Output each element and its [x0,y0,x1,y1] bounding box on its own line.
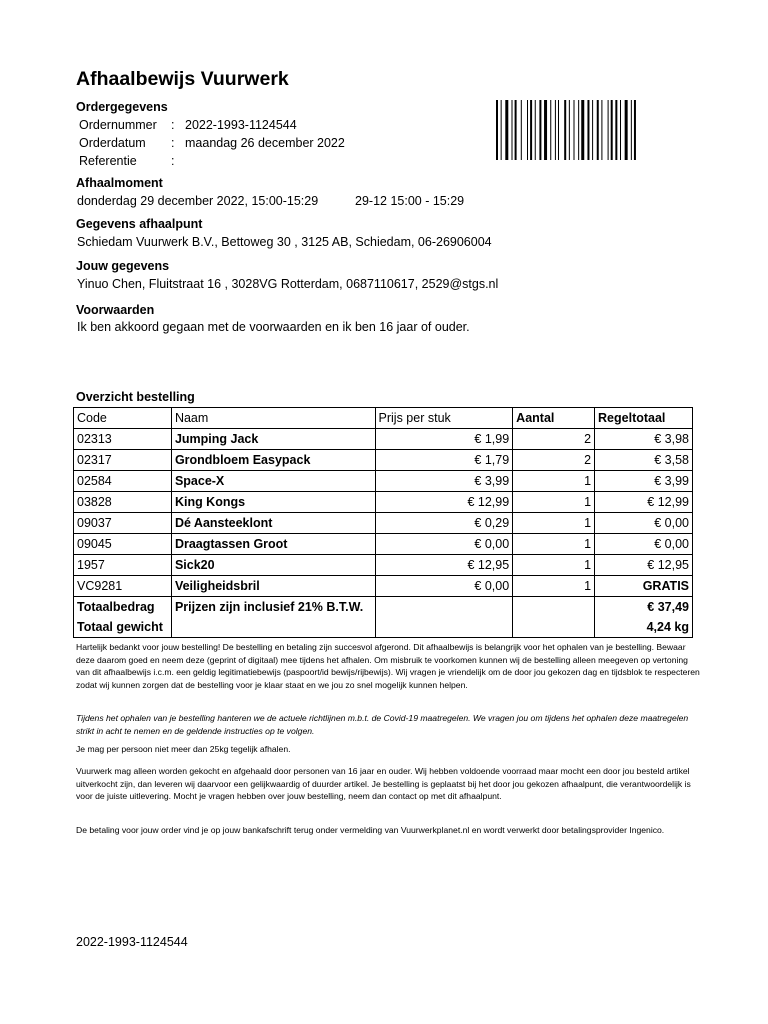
item-price: € 12,95 [375,555,513,576]
footer-order-number: 2022-1993-1124544 [76,935,188,949]
item-code: 09045 [74,534,172,555]
item-line-total: € 12,95 [595,555,693,576]
item-name: Space-X [171,471,375,492]
table-row [74,534,693,555]
total-amount-label: Totaalbedrag [74,597,172,618]
table-row [74,471,693,492]
item-price: € 0,00 [375,576,513,597]
thank-you-paragraph: Hartelijk bedankt voor jouw bestelling! De bestelling en betaling zijn succesvol afgerond. Dit afhaalbewijs is belangrijk voor het ophalen van je bestelling. Bewaar deze daarom goed en neem deze (geprint of digitaal) mee tijdens het afhalen. Om misbruik te voorkomen kunnen wij de bestelling alleen meegeven op vertoning van dit afhaalbewijs i.c.m. een geldig legitimatiebewijs (paspoort/id bewijs/rijbewijs). Wij vragen je vriendelijk om de door jou gekozen dag en tijdsblok te respecteren zodat wij kunnen zorgen dat de bestelling voor je klaar staat en we jou zo snel mogelijk kunnen helpen. [76,642,700,690]
empty-cell [375,597,513,618]
item-name: Grondbloem Easypack [171,450,375,471]
item-price: € 1,79 [375,450,513,471]
item-line-total: € 12,99 [595,492,693,513]
vat-note: Prijzen zijn inclusief 21% B.T.W. [171,597,375,618]
barcode-image [496,100,688,160]
item-line-total: € 0,00 [595,513,693,534]
age-stock-paragraph: Vuurwerk mag alleen worden gekocht en afgehaald door personen van 16 jaar en ouder. Wij hebben voldoende voorraad maar mocht een door jou besteld artikel uitverkocht zijn, dan leveren wij daarvoor een gelijkwaardig of duurder artikel. Je bestelling is geplaatst bij het door jou gekozen afhaalpunt, die verantwoordelijk is voor de juiste uitlevering. Mocht je vragen hebben over jouw bestelling, neem dan contact op met dit afhaalpunt. [76,766,691,801]
order-date-value: maandag 26 december 2022 [185,136,345,150]
item-code: 1957 [74,555,172,576]
item-line-total: € 3,58 [595,450,693,471]
order-date-row: Orderdatum : maandag 26 december 2022 [79,136,345,150]
order-number-row: Ordernummer : 2022-1993-1124544 [79,118,297,132]
customer-heading: Jouw gegevens [76,259,170,273]
item-code: 03828 [74,492,172,513]
total-weight-value: 4,24 kg [595,617,693,638]
table-row [74,555,693,576]
order-number-value: 2022-1993-1124544 [185,118,297,132]
item-name: King Kongs [171,492,375,513]
column-header-line-total: Regeltotaal [595,408,693,429]
payment-paragraph: De betaling voor jouw order vind je op jouw bankafschrift terug onder vermelding van Vuurwerkplanet.nl en wordt verwerkt door betalingsprovider Ingenico. [76,825,665,835]
pickup-heading: Afhaalmoment [76,176,163,190]
reference-label: Referentie [79,154,137,168]
item-price: € 12,99 [375,492,513,513]
column-header-price: Prijs per stuk [375,408,513,429]
item-price: € 3,99 [375,471,513,492]
table-header-row [74,408,693,429]
item-quantity: 1 [513,555,595,576]
column-header-code: Code [74,408,172,429]
order-date-label: Orderdatum [79,136,146,150]
pickup-moment: donderdag 29 december 2022, 15:00-15:29 [77,194,319,208]
item-line-total: € 3,99 [595,471,693,492]
item-line-total: GRATIS [595,576,693,597]
pickup-point-heading: Gegevens afhaalpunt [76,217,203,231]
table-row [74,576,693,597]
item-quantity: 1 [513,534,595,555]
item-code: 09037 [74,513,172,534]
item-code: 02584 [74,471,172,492]
table-row [74,450,693,471]
empty-cell [513,597,595,618]
item-line-total: € 3,98 [595,429,693,450]
reference-row: Referentie : [79,154,175,168]
empty-cell [171,617,375,638]
item-price: € 0,29 [375,513,513,534]
item-quantity: 1 [513,513,595,534]
empty-cell [375,617,513,638]
total-weight-row [74,617,693,638]
empty-cell [513,617,595,638]
pickup-moment-short: 29-12 15:00 - 15:29 [355,194,465,208]
column-header-name: Naam [171,408,375,429]
terms-text: Ik ben akkoord gegaan met de voorwaarden en ik ben 16 jaar of ouder. [77,320,470,334]
item-price: € 0,00 [375,534,513,555]
table-row [74,513,693,534]
item-name: Veiligheidsbril [171,576,375,597]
item-name: Draagtassen Groot [171,534,375,555]
customer-details: Yinuo Chen, Fluitstraat 16 , 3028VG Rotterdam, 0687110617, 2529@stgs.nl [77,277,499,291]
item-name: Dé Aansteeklont [171,513,375,534]
item-price: € 1,99 [375,429,513,450]
terms-heading: Voorwaarden [76,303,155,317]
item-quantity: 1 [513,492,595,513]
item-quantity: 2 [513,429,595,450]
item-quantity: 2 [513,450,595,471]
total-amount-value: € 37,49 [595,597,693,618]
total-amount-row [74,597,693,618]
pickup-point-details: Schiedam Vuurwerk B.V., Bettoweg 30 , 3125 AB, Schiedam, 06-26906004 [77,235,492,249]
order-table [73,407,693,638]
item-code: 02317 [74,450,172,471]
item-code: 02313 [74,429,172,450]
item-line-total: € 0,00 [595,534,693,555]
overview-heading: Overzicht bestelling [76,390,195,404]
item-name: Sick20 [171,555,375,576]
item-quantity: 1 [513,576,595,597]
weight-limit-paragraph: Je mag per persoon niet meer dan 25kg tegelijk afhalen. [76,744,291,754]
document-title: Afhaalbewijs Vuurwerk [76,68,289,90]
item-name: Jumping Jack [171,429,375,450]
item-code: VC9281 [74,576,172,597]
table-row [74,492,693,513]
table-row [74,429,693,450]
order-details-heading: Ordergegevens [76,100,168,114]
column-header-quantity: Aantal [513,408,595,429]
covid-paragraph: Tijdens het ophalen van je bestelling hanteren we de actuele richtlijnen m.b.t. de Covid-19 maatregelen. We vragen jou om tijdens het ophalen deze maatregelen strikt in acht te nemen en de geldende instructies op te volgen. [76,713,689,736]
order-number-label: Ordernummer [79,118,157,132]
item-quantity: 1 [513,471,595,492]
total-weight-label: Totaal gewicht [74,617,172,638]
